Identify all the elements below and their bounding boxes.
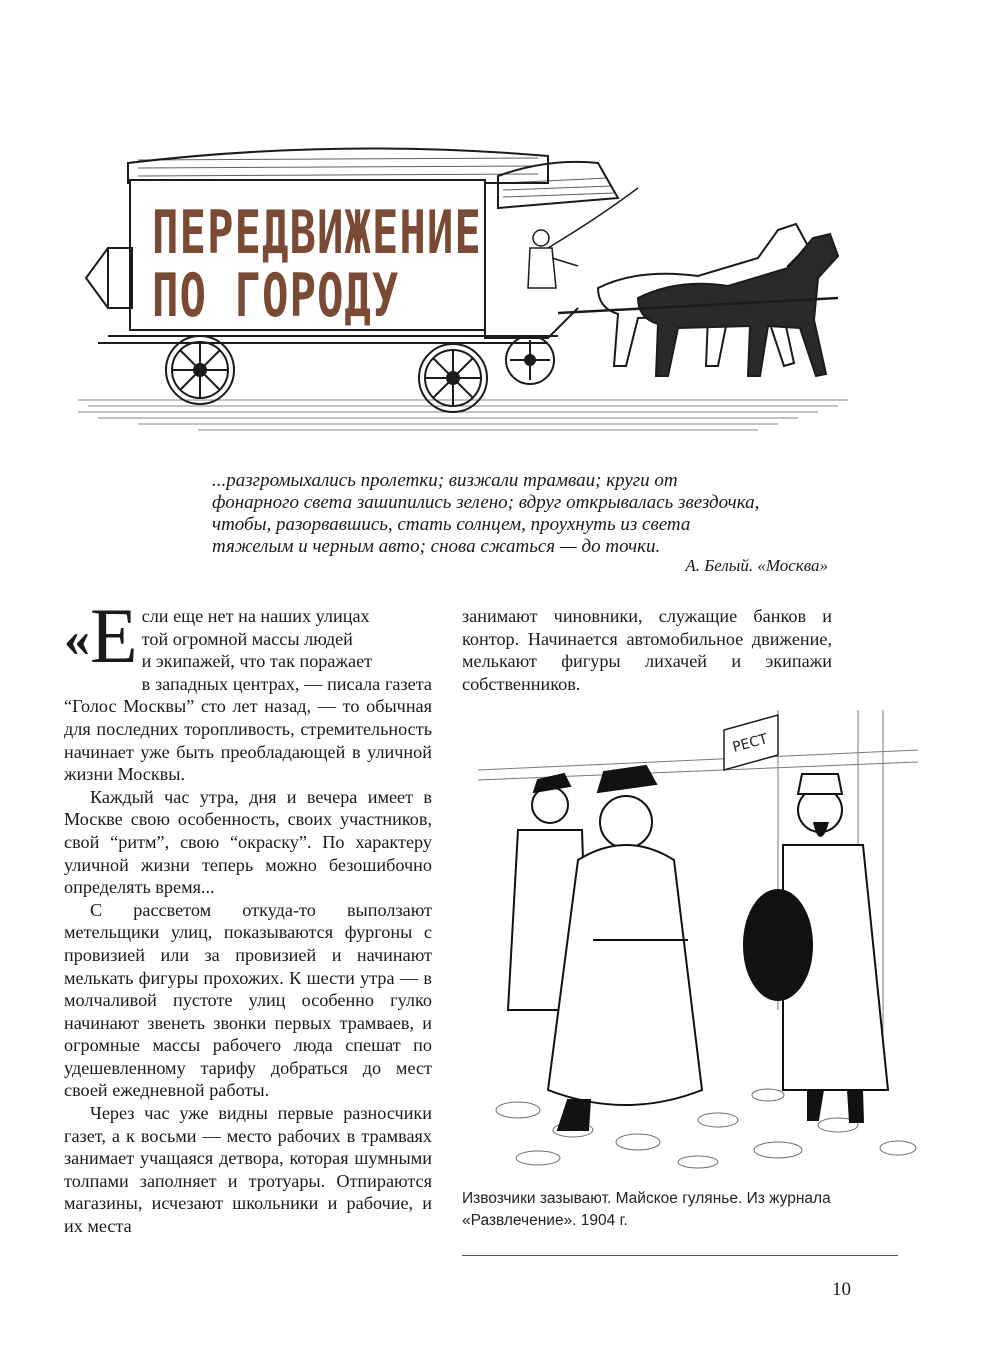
article-paragraph-1 bbox=[64, 592, 432, 786]
drop-cap-letter: Е bbox=[90, 592, 138, 679]
gentleman-figure bbox=[744, 774, 888, 1122]
article-paragraph-4-continued: занимают чиновники, служащие банков и контор. Начинается автомобильное движение, мелькают фигуры лихачей и экипажи собственников. bbox=[462, 606, 832, 694]
driver-figure bbox=[528, 230, 578, 288]
drop-cap-block bbox=[64, 592, 138, 679]
paragraph-1-line-3: и экипажей, что так поражает bbox=[141, 651, 373, 672]
epigraph-line-3: чтобы, разорвавшись, стать солнцем, проухнуть из света bbox=[212, 514, 691, 535]
wagon-wheels bbox=[166, 336, 554, 412]
article-column-left bbox=[64, 592, 432, 1238]
cabmen-cartoon-illustration bbox=[478, 710, 918, 1170]
page-number: 10 bbox=[832, 1279, 851, 1300]
shop-sign-text: РЕСТ bbox=[730, 731, 770, 756]
article-column-right bbox=[462, 605, 832, 695]
shop-sign bbox=[724, 715, 778, 770]
article-paragraph-4: Через час уже видны первые разносчики газет, а к восьми — место рабочих в трамваях занимает учащаяся детвора, которая шумными толпами заполняет и тротуары. Отпираются магазины, исчезают школьники и рабочие, и их места bbox=[64, 1103, 432, 1237]
chapter-title-line-2: ПО ГОРОДУ bbox=[152, 262, 400, 331]
figure-caption bbox=[462, 1188, 902, 1232]
paragraph-1-line-1: сли еще нет на наших улицах bbox=[141, 606, 370, 626]
cabman-front bbox=[548, 766, 702, 1130]
article-paragraph-3: С рассветом откуда-то выползают метельщики улиц, показываются фургоны с провизией или за провизией и начинают мелькать фигуры прохожих. К шести утра — в молчаливой пустоте улиц особенно гулко начинают звенеть звонки первых трамваев, и огромные массы рабочего люда спешат по удешевленному тарифу добраться до мест своей ежедневной работы. bbox=[64, 899, 432, 1101]
figure-caption-line-1: Извозчики зазывают. Майское гулянье. Из журнала bbox=[462, 1190, 831, 1207]
caption-divider bbox=[462, 1255, 898, 1256]
article-paragraph-2: Каждый час утра, дня и вечера имеет в Москве свою особенность, своих участников, свой “ритм”, свою “окраску”. По характеру уличной жизни теперь можно безошибочно определять время... bbox=[64, 786, 432, 898]
figure-caption-line-2: «Развлечение». 1904 г. bbox=[462, 1212, 628, 1229]
epigraph-line-4: тяжелым и черным авто; снова сжаться — до точки. bbox=[212, 536, 661, 557]
epigraph-line-1: ...разгромыхались пролетки; визжали трамваи; круги от bbox=[212, 470, 678, 491]
paragraph-1-line-2: той огромной массы людей bbox=[141, 628, 353, 649]
epigraph-author: А. Белый. «Москва» bbox=[685, 556, 828, 575]
opening-quote: « bbox=[64, 611, 90, 668]
epigraph-line-2: фонарного света зашипились зелено; вдруг открывалась звездочка, bbox=[212, 492, 760, 513]
chapter-title-line-1: ПЕРЕДВИЖЕНИЕ bbox=[152, 199, 482, 268]
horses bbox=[558, 224, 838, 376]
paragraph-1-rest: в западных центрах, — писала газета “Голос Москвы” сто лет назад, — то обычная для последних торопливость, стремительность начинает уже быть преобладающей в уличной жизни Москвы. bbox=[64, 673, 432, 785]
